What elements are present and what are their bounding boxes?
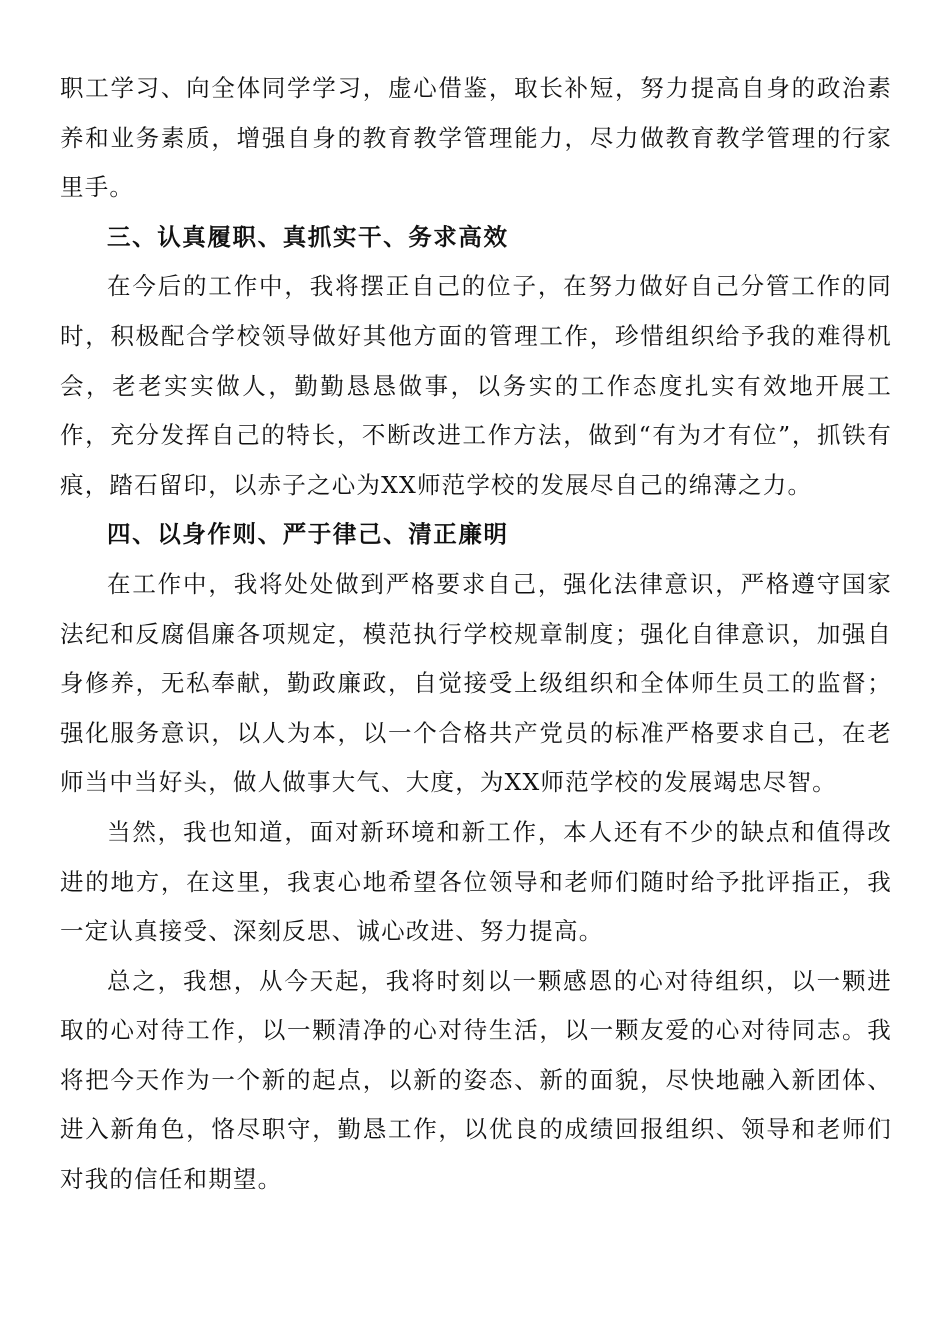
paragraph-shortcomings: 当然，我也知道，面对新环境和新工作，本人还有不少的缺点和值得改进的地方，在这里，我衷心地希望各位领导和老师们随时给予批评指正，我一定认真接受、深刻反思、诚心改进、努力提高。 <box>60 817 892 946</box>
section-heading-3: 三、认真履职、真抓实干、务求高效 <box>107 222 509 251</box>
paragraph-integrity: 在工作中，我将处处做到严格要求自己，强化法律意识，严格遵守国家法纪和反腐倡廉各项规定，模范执行学校规章制度；强化自律意识，加强自身修养，无私奉献，勤政廉政，自觉接受上级组织和全体师生员工的监督；强化服务意识，以人为本，以一个合格共产党员的标准严格要求自己，在老师当中当好头，做人做事大气、大度，为XX师范学校的发展竭忠尽智。 <box>60 569 892 797</box>
paragraph-conclusion: 总之，我想，从今天起，我将时刻以一颗感恩的心对待组织，以一颗进取的心对待工作，以一颗清净的心对待生活，以一颗友爱的心对待同志。我将把今天作为一个新的起点，以新的姿态、新的面貌，尽快地融入新团体、进入新角色，恪尽职守，勤恳工作，以优良的成绩回报组织、领导和老师们对我的信任和期望。 <box>60 966 892 1194</box>
paragraph-continued: 职工学习、向全体同学学习，虚心借鉴，取长补短，努力提高自身的政治素养和业务素质，增强自身的教育教学管理能力，尽力做教育教学管理的行家里手。 <box>60 74 892 202</box>
document-body <box>60 64 892 1205</box>
paragraph-duty: 在今后的工作中，我将摆正自己的位子，在努力做好自己分管工作的同时，积极配合学校领导做好其他方面的管理工作，珍惜组织给予我的难得机会，老老实实做人，勤勤恳恳做事，以务实的工作态度扎实有效地开展工作，充分发挥自己的特长，不断改进工作方法，做到“有为才有位”，抓铁有痕，踏石留印，以赤子之心为XX师范学校的发展尽自己的绵薄之力。 <box>60 272 892 499</box>
section-heading-4: 四、以身作则、严于律己、清正廉明 <box>107 520 509 549</box>
